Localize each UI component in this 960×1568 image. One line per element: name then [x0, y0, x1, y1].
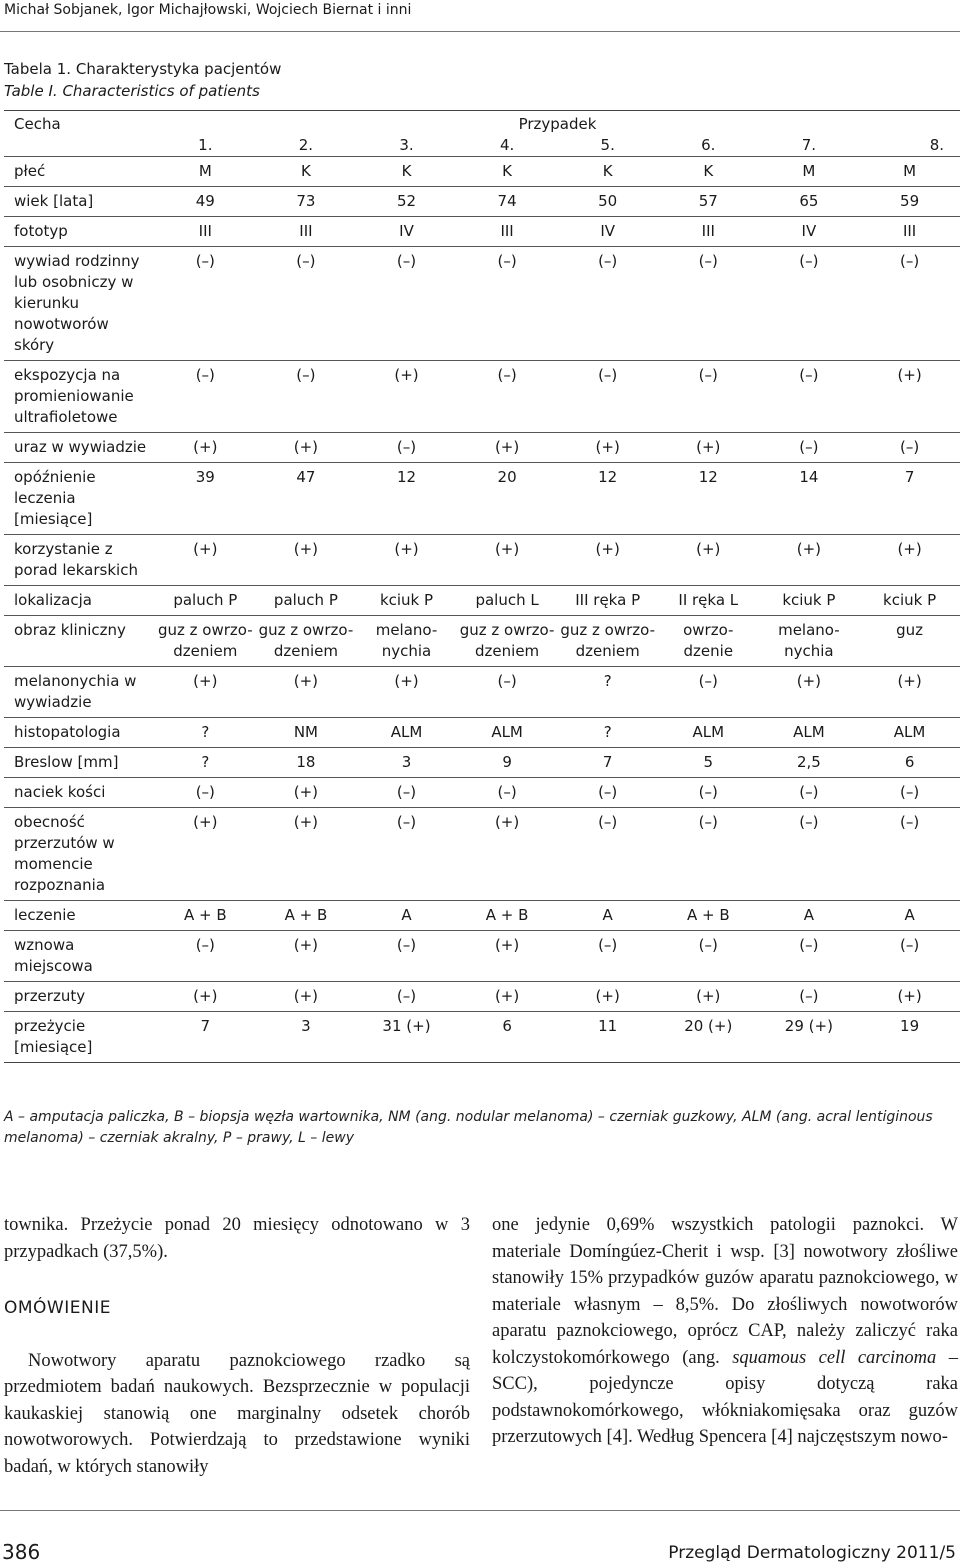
- table-cell: 6: [457, 1012, 558, 1063]
- row-label: uraz w wywiadzie: [4, 433, 155, 463]
- table-cell: (+): [155, 667, 256, 718]
- table-cell: ?: [557, 667, 658, 718]
- table-cell: (+): [457, 808, 558, 901]
- table-cell: (+): [759, 667, 860, 718]
- table-cell: (+): [557, 535, 658, 586]
- table-cell: (+): [457, 982, 558, 1012]
- table-cell: 73: [256, 187, 357, 217]
- table-cell: (–): [759, 778, 860, 808]
- feature-column-header: Cecha: [4, 111, 155, 136]
- table-cell: 50: [557, 187, 658, 217]
- table-cell: (+): [256, 982, 357, 1012]
- table-cell: paluch P: [256, 586, 357, 616]
- table-cell: M: [155, 157, 256, 187]
- table-cell: K: [457, 157, 558, 187]
- caption-title-pl: Charakterystyka pacjentów: [75, 60, 282, 78]
- table-cell: (+): [256, 808, 357, 901]
- table-cell: 31 (+): [356, 1012, 457, 1063]
- table-row: [4, 586, 960, 616]
- table-cell: (–): [658, 778, 759, 808]
- row-label: histopatologia: [4, 718, 155, 748]
- row-label: ekspozycja na promieniowanie ultrafioletowe: [4, 361, 155, 433]
- table-cell: (+): [256, 433, 357, 463]
- table-cell: A: [557, 901, 658, 931]
- page-number: 386: [2, 1540, 41, 1564]
- case-number: 5.: [600, 136, 615, 154]
- table-cell: (–): [859, 808, 960, 901]
- table-cell: 7: [557, 748, 658, 778]
- caption-title-en: Characteristics of patients: [62, 82, 260, 100]
- table-row: [4, 718, 960, 748]
- caption-label-pl: Tabela 1.: [4, 60, 72, 78]
- table-cell: (–): [759, 247, 860, 361]
- table-cell: guz z owrzo- dzeniem: [457, 616, 558, 667]
- table-cell: 3: [356, 748, 457, 778]
- table-cell: 65: [759, 187, 860, 217]
- table-cell: III: [256, 217, 357, 247]
- table-cell: 20: [457, 463, 558, 535]
- table-cell: 49: [155, 187, 256, 217]
- table-cell: 19: [859, 1012, 960, 1063]
- right-text-italic: squamous cell carcinoma: [732, 1347, 937, 1368]
- table-cell: A + B: [155, 901, 256, 931]
- patients-table: [4, 110, 960, 1063]
- row-label: fototyp: [4, 217, 155, 247]
- body-column-left: [4, 1212, 470, 1480]
- table-cell: (–): [557, 808, 658, 901]
- table-cell: ALM: [759, 718, 860, 748]
- table-cell: (–): [859, 433, 960, 463]
- table-cell: (+): [658, 433, 759, 463]
- case-number: 8.: [929, 136, 944, 154]
- table-cell: owrzo- dzenie: [658, 616, 759, 667]
- table-cell: (–): [256, 361, 357, 433]
- table-cell: ?: [557, 718, 658, 748]
- row-label: wywiad rodzinny lub osobniczy w kierunku nowotworów skóry: [4, 247, 155, 361]
- table-cell: 20 (+): [658, 1012, 759, 1063]
- table-cell: guz z owrzo- dzeniem: [155, 616, 256, 667]
- table-cell: guz: [859, 616, 960, 667]
- row-label: leczenie: [4, 901, 155, 931]
- case-number: 3.: [399, 136, 414, 154]
- table-row: [4, 901, 960, 931]
- table-cell: ALM: [356, 718, 457, 748]
- table-cell: (–): [859, 247, 960, 361]
- table-cell: (+): [256, 667, 357, 718]
- table-cell: (–): [155, 778, 256, 808]
- table-cell: (–): [557, 247, 658, 361]
- table-cell: (–): [457, 778, 558, 808]
- caption-label-en: Table I.: [4, 82, 58, 100]
- table-cell: 59: [859, 187, 960, 217]
- table-cell: (–): [155, 361, 256, 433]
- caption-polish: [4, 58, 281, 80]
- table-cell: (–): [356, 808, 457, 901]
- table-cell: (–): [759, 433, 860, 463]
- table-row: [4, 748, 960, 778]
- table-cell: (–): [658, 667, 759, 718]
- table-row: [4, 361, 960, 433]
- table-cell: paluch L: [457, 586, 558, 616]
- table-cell: (–): [759, 808, 860, 901]
- table-cell: M: [859, 157, 960, 187]
- table-cell: 74: [457, 187, 558, 217]
- table-row: [4, 616, 960, 667]
- left-paragraph-1: townika. Przeżycie ponad 20 miesięcy odnotowano w 3 przypadkach (37,5%).: [4, 1215, 470, 1262]
- patients-table-wrapper: [4, 110, 960, 1063]
- table-cell: 12: [658, 463, 759, 535]
- table-cell: II ręka L: [658, 586, 759, 616]
- table-row: [4, 217, 960, 247]
- table-cell: A + B: [256, 901, 357, 931]
- table-cell: (–): [859, 778, 960, 808]
- table-cell: (–): [759, 361, 860, 433]
- table-cell: (+): [256, 535, 357, 586]
- table-cell: 12: [557, 463, 658, 535]
- table-row: [4, 667, 960, 718]
- table-cell: (–): [155, 247, 256, 361]
- caption-english: [4, 80, 281, 102]
- table-cell: 29 (+): [759, 1012, 860, 1063]
- table-cell: (–): [658, 361, 759, 433]
- table-cell: melano- nychia: [356, 616, 457, 667]
- table-row: [4, 247, 960, 361]
- table-cell: 57: [658, 187, 759, 217]
- table-cell: (+): [155, 982, 256, 1012]
- table-row: [4, 931, 960, 982]
- table-cell: (+): [557, 982, 658, 1012]
- table-cell: (+): [155, 433, 256, 463]
- table-cell: (+): [155, 808, 256, 901]
- row-label: wiek [lata]: [4, 187, 155, 217]
- running-header-authors: Michał Sobjanek, Igor Michajłowski, Wojciech Biernat i inni: [4, 2, 412, 18]
- table-cell: (+): [457, 931, 558, 982]
- table-cell: A + B: [658, 901, 759, 931]
- table-cell: (+): [457, 433, 558, 463]
- case-number: 6.: [701, 136, 716, 154]
- body-column-right: [492, 1212, 958, 1451]
- table-cell: 6: [859, 748, 960, 778]
- table-cell: K: [557, 157, 658, 187]
- table-cell: III: [457, 217, 558, 247]
- table-cell: 5: [658, 748, 759, 778]
- table-cell: (+): [256, 931, 357, 982]
- table-cell: 2,5: [759, 748, 860, 778]
- table-cell: (+): [759, 535, 860, 586]
- table-cell: (–): [356, 931, 457, 982]
- case-number: 2.: [298, 136, 314, 154]
- table-cell: 3: [256, 1012, 357, 1063]
- table-cell: (–): [356, 433, 457, 463]
- table-cell: (–): [457, 361, 558, 433]
- table-row: [4, 535, 960, 586]
- right-text-part-1: one jedynie 0,69% wszystkich patologii paznokci. W materiale Domíngúez-Cherit i wsp. [3] nowotwory złośliwe stanowiły 15% przypadków guzów aparatu paznokciowego, w materiale własnym – 8,5%. Do złośliwych nowotworów aparatu paznokciowego, oprócz CAP, należy zaliczyć raka kolczystokomórkowego (ang.: [492, 1215, 958, 1368]
- table-cell: 52: [356, 187, 457, 217]
- table-cell: paluch P: [155, 586, 256, 616]
- table-cell: (+): [859, 667, 960, 718]
- table-cell: (+): [658, 982, 759, 1012]
- case-number-spacer: [4, 135, 155, 157]
- table-caption: [4, 58, 281, 102]
- table-cell: guz z owrzo- dzeniem: [256, 616, 357, 667]
- row-label: obraz kliniczny: [4, 616, 155, 667]
- table-row: [4, 778, 960, 808]
- table-cell: ALM: [859, 718, 960, 748]
- table-cell: (–): [356, 247, 457, 361]
- table-row: [4, 982, 960, 1012]
- table-cell: (+): [356, 535, 457, 586]
- table-cell: (+): [557, 433, 658, 463]
- table-cell: A + B: [457, 901, 558, 931]
- table-cell: III: [859, 217, 960, 247]
- table-cell: 14: [759, 463, 860, 535]
- table-cell: (+): [859, 982, 960, 1012]
- table-cell: (–): [658, 931, 759, 982]
- table-cell: 47: [256, 463, 357, 535]
- row-label: melanonychia w wywiadzie: [4, 667, 155, 718]
- table-cell: (+): [859, 535, 960, 586]
- table-cell: III ręka P: [557, 586, 658, 616]
- table-cell: 7: [859, 463, 960, 535]
- cases-column-header: Przypadek: [155, 111, 960, 136]
- table-cell: (–): [658, 808, 759, 901]
- journal-name: Przegląd Dermatologiczny 2011/5: [668, 1543, 956, 1563]
- table-cell: (–): [356, 982, 457, 1012]
- table-cell: (+): [457, 535, 558, 586]
- table-cell: (+): [658, 535, 759, 586]
- table-cell: (+): [155, 535, 256, 586]
- row-label: Breslow [mm]: [4, 748, 155, 778]
- table-footnote: A – amputacja paliczka, B – biopsja węzła wartownika, NM (ang. nodular melanoma) – czerniak guzkowy, ALM (ang. acral lentiginous melanoma) – czerniak akralny, P – prawy, L – lewy: [4, 1109, 933, 1146]
- section-heading: OMÓWIENIE: [4, 1298, 111, 1318]
- table-cell: (–): [759, 931, 860, 982]
- table-cell: K: [356, 157, 457, 187]
- table-cell: 39: [155, 463, 256, 535]
- table-cell: (–): [457, 247, 558, 361]
- table-row: [4, 433, 960, 463]
- table-cell: (–): [557, 361, 658, 433]
- table-row: [4, 1012, 960, 1063]
- row-label: obecność przerzutów w momencie rozpoznania: [4, 808, 155, 901]
- table-cell: kciuk P: [859, 586, 960, 616]
- table-cell: (–): [155, 931, 256, 982]
- table-cell: M: [759, 157, 860, 187]
- table-cell: kciuk P: [356, 586, 457, 616]
- table-row: [4, 157, 960, 187]
- table-cell: (–): [859, 931, 960, 982]
- table-cell: (+): [256, 778, 357, 808]
- right-text-part-2: – SCC), pojedyncze opisy dotyczą raka podstawnokomórkowego, włókniakomięsaka oraz guzów przerzutowych [4]. Według Spencera [4] najczęstszym nowo-: [492, 1347, 958, 1447]
- table-cell: 18: [256, 748, 357, 778]
- right-paragraph: [492, 1212, 958, 1451]
- table-cell: III: [155, 217, 256, 247]
- table-cell: 7: [155, 1012, 256, 1063]
- table-cell: K: [658, 157, 759, 187]
- table-cell: (+): [859, 361, 960, 433]
- table-cell: A: [859, 901, 960, 931]
- table-cell: III: [658, 217, 759, 247]
- row-label: płeć: [4, 157, 155, 187]
- table-header-row: [4, 111, 960, 136]
- table-cell: kciuk P: [759, 586, 860, 616]
- table-cell: (+): [356, 667, 457, 718]
- table-cell: NM: [256, 718, 357, 748]
- table-cell: A: [356, 901, 457, 931]
- table-cell: (–): [457, 667, 558, 718]
- table-cell: 9: [457, 748, 558, 778]
- table-cell: IV: [557, 217, 658, 247]
- table-cell: melano- nychia: [759, 616, 860, 667]
- row-label: opóźnienie leczenia [miesiące]: [4, 463, 155, 535]
- table-cell: IV: [759, 217, 860, 247]
- table-cell: guz z owrzo- dzeniem: [557, 616, 658, 667]
- table-cell: IV: [356, 217, 457, 247]
- case-number: 4.: [499, 136, 515, 154]
- case-number: 1.: [198, 136, 213, 154]
- table-cell: K: [256, 157, 357, 187]
- table-cell: ?: [155, 748, 256, 778]
- table-cell: 12: [356, 463, 457, 535]
- table-cell: 11: [557, 1012, 658, 1063]
- header-rule: [0, 31, 960, 32]
- table-cell: A: [759, 901, 860, 931]
- row-label: wznowa miejscowa: [4, 931, 155, 982]
- row-label: naciek kości: [4, 778, 155, 808]
- row-label: korzystanie z porad lekarskich: [4, 535, 155, 586]
- case-number-row: [4, 135, 960, 157]
- table-cell: (+): [356, 361, 457, 433]
- table-cell: ALM: [457, 718, 558, 748]
- row-label: lokalizacja: [4, 586, 155, 616]
- footer-rule: [0, 1510, 960, 1511]
- table-cell: (–): [256, 247, 357, 361]
- row-label: przerzuty: [4, 982, 155, 1012]
- table-row: [4, 187, 960, 217]
- table-cell: (–): [557, 778, 658, 808]
- table-cell: (–): [557, 931, 658, 982]
- table-cell: ALM: [658, 718, 759, 748]
- case-number: 7.: [801, 136, 817, 154]
- table-row: [4, 463, 960, 535]
- left-paragraph-2: Nowotwory aparatu paznokciowego rzadko są przedmiotem badań naukowych. Bezsprzecznie w populacji kaukaskiej stanowią one marginalny odsetek chorób nowotworowych. Potwierdzają to przedstawione wyniki badań, w których stanowiły: [4, 1350, 470, 1477]
- table-cell: (–): [759, 982, 860, 1012]
- row-label: przeżycie [miesiące]: [4, 1012, 155, 1063]
- table-body: [4, 157, 960, 1063]
- table-cell: ?: [155, 718, 256, 748]
- table-cell: (–): [658, 247, 759, 361]
- table-cell: (–): [356, 778, 457, 808]
- table-row: [4, 808, 960, 901]
